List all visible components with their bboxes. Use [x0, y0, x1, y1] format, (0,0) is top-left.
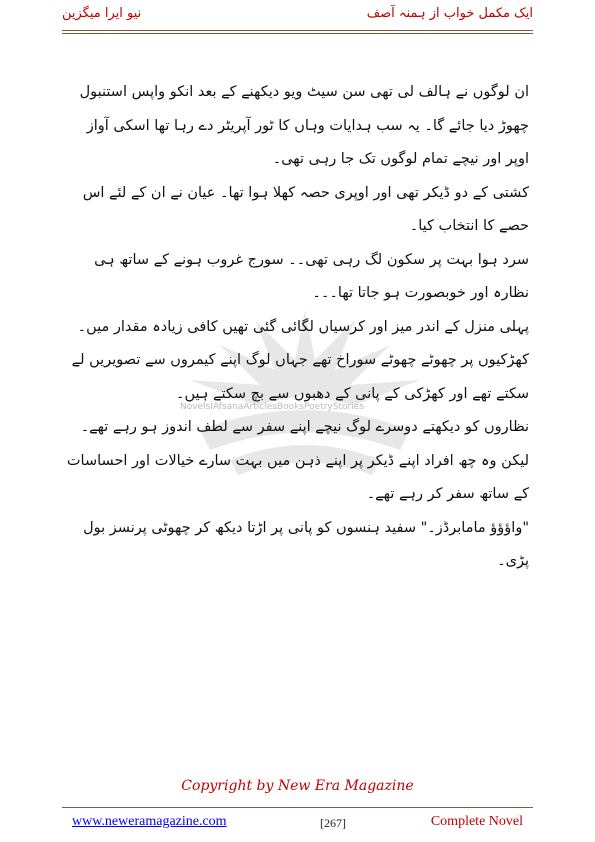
page-footer — [72, 814, 523, 834]
complete-novel-label: Complete Novel — [430, 814, 523, 829]
page-number: [267] — [320, 816, 346, 830]
copyright-notice: Copyright by New Era Magazine — [181, 778, 414, 794]
paragraph: کشتی کے دو ڈیکر تھی اور اوپری حصہ کھلا ہوا تھا۔ عیان نے ان کے لئے اس حصے کا انتخاب کیا۔ — [82, 184, 529, 234]
website-link[interactable]: www.neweramagazine.com — [72, 814, 227, 829]
paragraph: پہلی منزل کے اندر میز اور کرسیاں لگائی گئی تھیں کافی زیادہ مقدار میں۔ کھڑکیوں پر چھوٹے چھوٹے سوراخ تھے جہاں لوگ اپنے کیمروں سے تصویریں لے سکتے تھے اور کھڑکی کے پانی کے دھبوں سے بچ سکتے ہیں۔ — [71, 318, 529, 402]
novel-text — [66, 76, 529, 579]
watermark-text: NovelsIAfsanaArticlesBooksPoetryStories — [180, 402, 364, 412]
paragraph: "واؤؤؤ مامابرڈز۔" سفید ہنسوں کو پانی پر اڑتا دیکھ کر چھوٹی پرنسز بول پڑی۔ — [83, 519, 529, 569]
page-header — [62, 6, 533, 30]
footer-divider — [62, 807, 533, 808]
paragraph: نظاروں کو دیکھتے دوسرے لوگ نیچے اپنے سفر سے لطف اندوز ہو رہے تھے۔ لیکن وہ چھ افراد اپنے ڈیکر پر اپنے ذہن میں بہت سارے خیالات اور احساسات کے ساتھ سفر کر رہے تھے۔ — [66, 419, 529, 502]
novel-title: ایک مکمل خواب از ہمنہ آصف — [366, 6, 533, 21]
header-divider-thin — [62, 33, 533, 34]
magazine-name: نیو ایرا میگزین — [62, 6, 142, 21]
header-divider — [62, 30, 533, 31]
paragraph: سرد ہوا بہت پر سکون لگ رہی تھی۔۔ سورج غروب ہونے کے ساتھ ہی نظارہ اور خوبصورت ہو جاتا تھا۔۔۔ — [94, 251, 529, 301]
paragraph: ان لوگوں نے ہالف لی تھی سن سیٹ ویو دیکھنے کے بعد انکو واپس استنبول چھوڑ دیا جائے گا۔ یہ سب ہدایات وہاں کا ٹور آپریٹر دے رہا تھا اسکی آواز اوپر اور نیچے تمام لوگوں تک جا رہی تھی۔ — [79, 84, 529, 167]
